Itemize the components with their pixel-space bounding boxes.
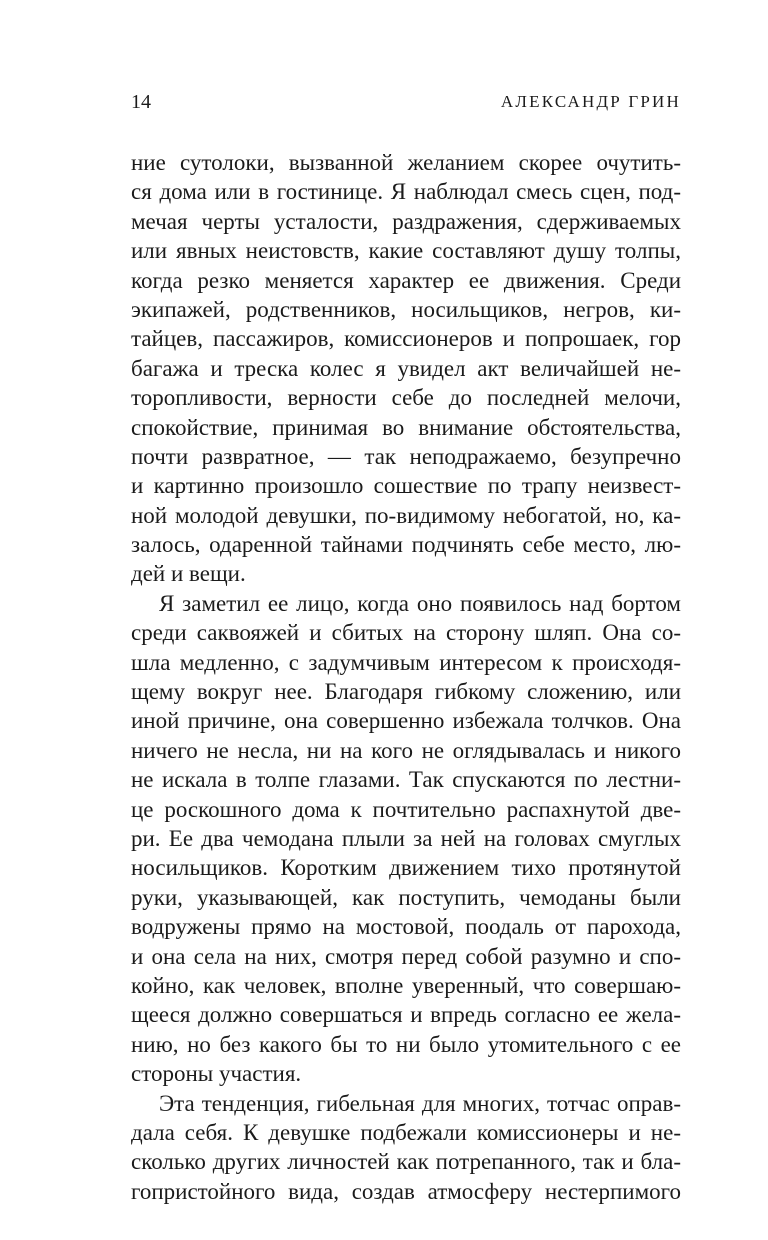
paragraph (131, 1089, 681, 1207)
text-line: ри. Ее два чемодана плыли за ней на головах смуглых (131, 825, 681, 851)
text-line: среди саквояжей и сбитых на сторону шляп. Она со- (131, 620, 681, 646)
text-line: тайцев, пассажиров, комиссионеров и попрошаек, гор (131, 326, 681, 352)
text-line: Я заметил ее лицо, когда оно появилось над бортом (159, 590, 681, 616)
page-number: 14 (131, 91, 151, 113)
text-line: и она села на них, смотря перед собой разумно и спо- (131, 943, 681, 969)
text-line: и картинно произошло сошествие по трапу неизвест- (131, 473, 681, 499)
text-line: или явных неистовств, какие составляют душу толпы, (131, 238, 681, 264)
paragraph (131, 589, 681, 1089)
text-line: не искала в толпе глазами. Так спускаются по лестни- (131, 767, 681, 793)
text-line: щееся должно совершаться и впредь согласно ее жела- (131, 1002, 681, 1028)
text-line: экипажей, родственников, носильщиков, негров, ки- (131, 296, 681, 322)
text-line: сколько других личностей как потрепанного, так и бла- (131, 1149, 681, 1175)
text-line: водружены прямо на мостовой, поодаль от парохода, (131, 914, 681, 940)
text-line: спокойствие, принимая во внимание обстоятельства, (131, 414, 681, 440)
body-text (131, 148, 681, 1206)
running-head (131, 89, 681, 115)
text-line: стороны участия. (131, 1061, 302, 1087)
text-line: Эта тенденция, гибельная для многих, тотчас оправ- (159, 1090, 681, 1116)
text-line: ние сутолоки, вызванной желанием скорее очутить- (131, 150, 681, 175)
text-line: почти развратное, — так неподражаемо, безупречно (131, 443, 681, 469)
text-line: когда резко меняется характер ее движения. Среди (131, 267, 681, 293)
text-line: торопливости, верности себе до последней мелочи, (131, 385, 681, 411)
text-line: мечая черты усталости, раздражения, сдерживаемых (131, 208, 681, 234)
text-line: дала себя. К девушке подбежали комиссионеры и не- (131, 1119, 681, 1145)
text-line: иной причине, она совершенно избежала толчков. Она (131, 708, 681, 734)
text-line: залось, одаренной тайнами подчинять себе место, лю- (131, 532, 681, 558)
author-name: АЛЕКСАНДР ГРИН (500, 92, 681, 111)
text-line: це роскошного дома к почтительно распахнутой две- (131, 796, 681, 822)
text-line: багажа и треска колес я увидел акт величайшей не- (131, 355, 681, 381)
text-line: гопристойного вида, создав атмосферу нестерпимого (131, 1178, 681, 1204)
text-line: ной молодой девушки, по-видимому небогатой, но, ка- (131, 502, 681, 528)
text-line: дей и вещи. (131, 561, 246, 587)
text-line: шла медленно, с задумчивым интересом к происходя- (131, 649, 681, 675)
text-line: ничего не несла, ни на кого не оглядывалась и никого (131, 737, 681, 763)
paragraph (131, 148, 681, 589)
text-line: руки, указывающей, как поступить, чемоданы были (131, 884, 681, 910)
text-line: ся дома или в гостинице. Я наблюдал смесь сцен, под- (131, 179, 681, 205)
text-line: нию, но без какого бы то ни было утомительного с ее (131, 1031, 681, 1057)
text-line: щему вокруг нее. Благодаря гибкому сложению, или (131, 679, 681, 705)
text-line: койно, как человек, вполне уверенный, что совершаю- (131, 972, 681, 998)
text-line: носильщиков. Коротким движением тихо протянутой (131, 855, 681, 881)
